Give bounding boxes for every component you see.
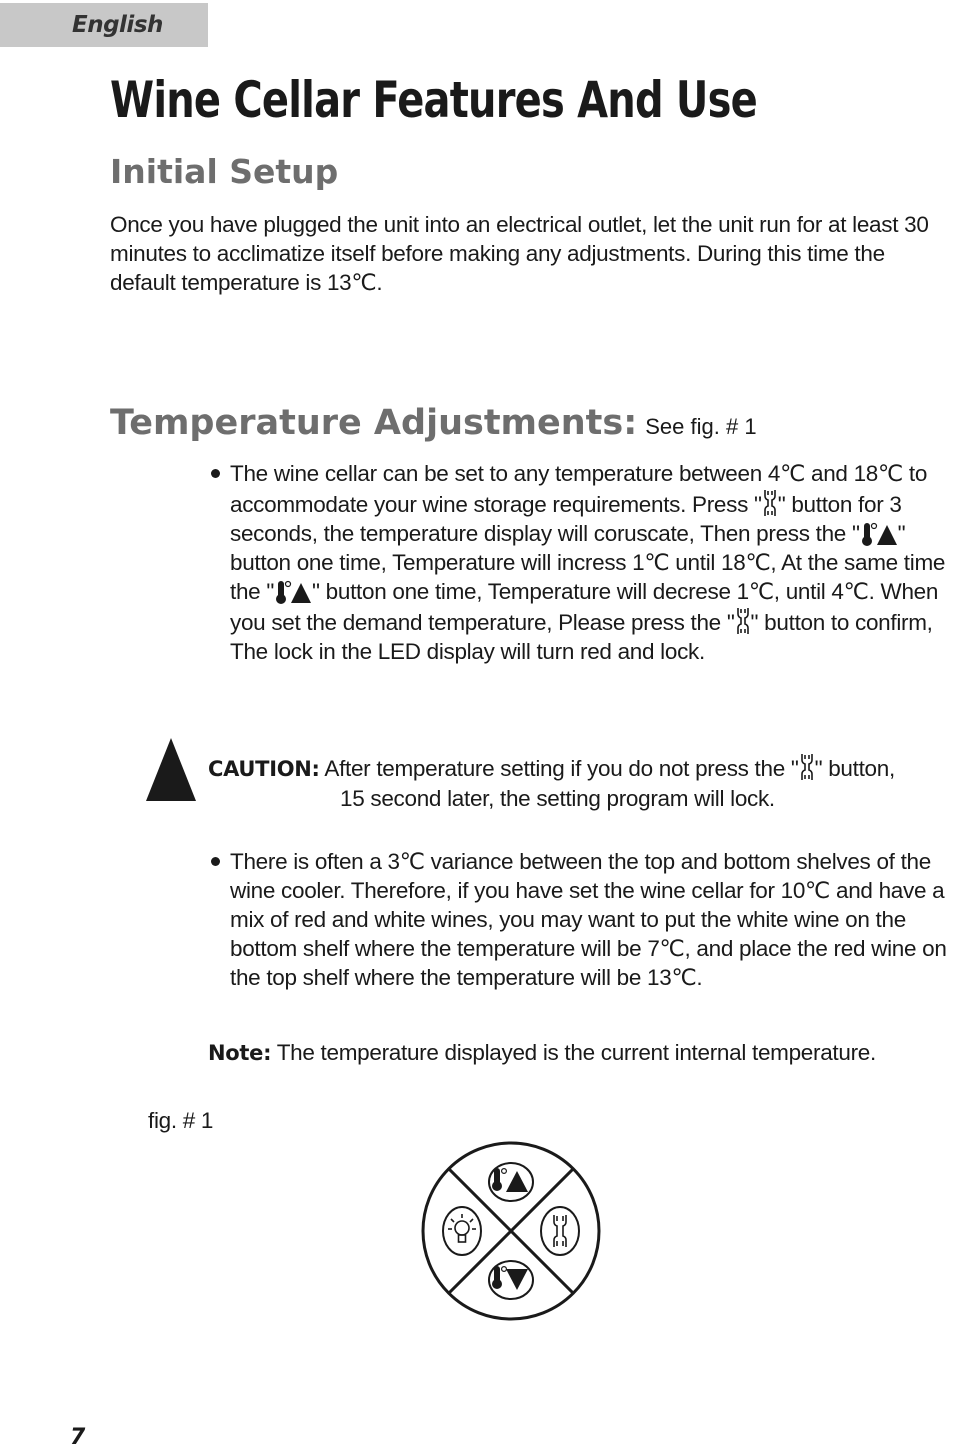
temp-down-button[interactable] [489,1261,533,1299]
light-button[interactable] [443,1207,481,1255]
wrench-icon [762,488,778,518]
page-title: Wine Cellar Features And Use [110,71,757,129]
temp-up-icon [860,521,898,547]
bullet1-part3: " button one time, Temperature will incress 1℃ until 18℃, At the same time the " [230,521,946,604]
caution-part1: After temperature setting if you do not press the " [324,756,799,781]
bullet1-part1: The wine cellar can be set to any temperature between 4℃ and 18℃ to accommodate your wine storage requirements. Press " [230,461,928,517]
note-body: The temperature displayed is the current internal temperature. [276,1040,876,1065]
temperature-adjustments-title: Temperature Adjustments: [110,403,638,443]
language-tab: English [0,3,208,47]
bullet-dot [211,857,220,866]
note-label: Note: [208,1041,272,1065]
bullet1-part5: " button to confirm, The lock in the LED display will turn red and lock. [230,610,933,664]
temperature-bullet-text [230,459,950,666]
shelf-variance-bullet-text: There is often a 3℃ variance between the top and bottom shelves of the wine cooler. Therefore, if you have set the wine cellar for 10℃ and have a mix of red and white wines, you may want to put the white wine on the bottom shelf where the temperature will be 7℃, and place the red wine on the top shelf where the temperature will be 13℃. [230,849,947,990]
bullet1-part4: " button one time, Temperature will decrese 1℃, until 4℃. When you set the demand temperature, Please press the " [230,579,939,635]
bullet1-part2: " button for 3 seconds, the temperature display will coruscate, Then press the " [230,492,902,546]
initial-setup-text: Once you have plugged the unit into an electrical outlet, let the unit run for at least 30 minutes to acclimatize itself before making any adjustments. During this time the default temperature is 13℃. [110,212,929,295]
bullet-dot [211,469,220,478]
caution-label: CAUTION: [208,757,320,781]
control-panel-figure [420,1140,602,1322]
caution-text [208,752,958,813]
wrench-icon [799,752,815,782]
wrench-icon [735,606,751,636]
figure-label: fig. # 1 [148,1108,214,1133]
initial-setup-heading: Initial Setup [110,152,339,191]
page-number: 7 [70,1425,86,1450]
caution-part2: " button, [814,756,895,781]
lock-set-button[interactable] [541,1207,579,1255]
caution-part3: 15 second later, the setting program will lock. [340,786,775,811]
see-fig-reference: See fig. # 1 [645,414,757,439]
note-text [208,1038,958,1068]
temperature-adjustments-heading [110,402,757,448]
temp-up-button[interactable] [489,1163,533,1201]
temp-up-icon [274,579,312,605]
caution-triangle-icon [146,738,196,801]
